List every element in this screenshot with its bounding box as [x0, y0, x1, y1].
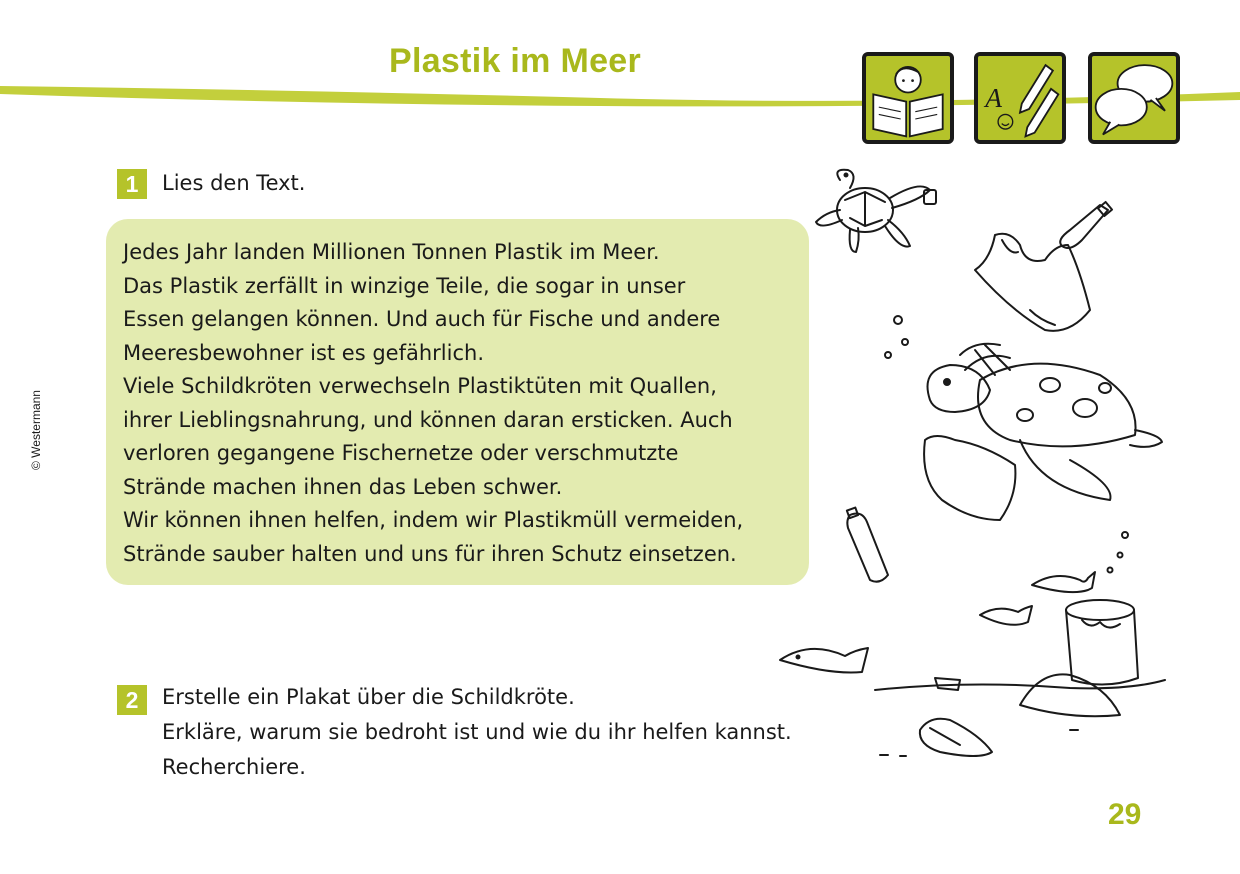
text-line: Jedes Jahr landen Millionen Tonnen Plastik im Meer.	[123, 240, 660, 264]
text-line: Meeresbewohner ist es gefährlich.	[123, 340, 484, 365]
plastic-bag-icon	[975, 234, 1090, 331]
task-number-1: 1	[117, 169, 147, 199]
writing-icon	[974, 52, 1066, 144]
sandal-icon	[920, 719, 992, 756]
text-line: Wir können ihnen helfen, indem wir Plastikmüll vermeiden,	[123, 508, 744, 532]
text-line: Strände machen ihnen das Leben schwer.	[123, 474, 563, 499]
task-2-line: Recherchiere.	[162, 755, 306, 779]
can-icon	[1066, 600, 1138, 685]
svg-text:A: A	[985, 83, 1003, 114]
task-number-2: 2	[117, 685, 147, 715]
text-line: Essen gelangen können. Und auch für Fische und andere	[123, 307, 721, 331]
text-line: Das Plastik zerfällt in winzige Teile, die sogar in unser	[123, 273, 686, 298]
page-title: Plastik im Meer	[388, 42, 642, 80]
copyright-notice: © Westermann	[29, 390, 43, 470]
big-turtle-icon	[928, 344, 1163, 500]
text-line: ihrer Lieblingsnahrung, und können daran ersticken. Auch	[123, 407, 733, 432]
text-line: Strände sauber halten und uns für ihren Schutz einsetzen.	[123, 541, 737, 566]
plastic-bottle-icon	[1060, 202, 1112, 248]
sea-turtles-plastic-drawing	[770, 160, 1170, 770]
task-1-instruction: Lies den Text.	[162, 171, 306, 195]
text-line: verloren gegangene Fischernetze oder verschmutzte	[123, 441, 679, 465]
task-2-line: Erstelle ein Plakat über die Schildkröte.	[162, 685, 575, 709]
speech-bubbles-icon	[1088, 52, 1180, 144]
page-number: 29	[1108, 798, 1142, 831]
reading-icon	[862, 52, 954, 144]
text-line: Viele Schildkröten verwechseln Plastiktüten mit Quallen,	[123, 374, 717, 398]
task-2-line: Erkläre, warum sie bedroht ist und wie du ihr helfen kannst.	[162, 720, 792, 744]
small-turtle-icon	[816, 170, 936, 252]
floating-bottle-icon	[847, 508, 888, 582]
fish-icon	[780, 572, 1095, 673]
reading-text-box	[106, 219, 809, 585]
